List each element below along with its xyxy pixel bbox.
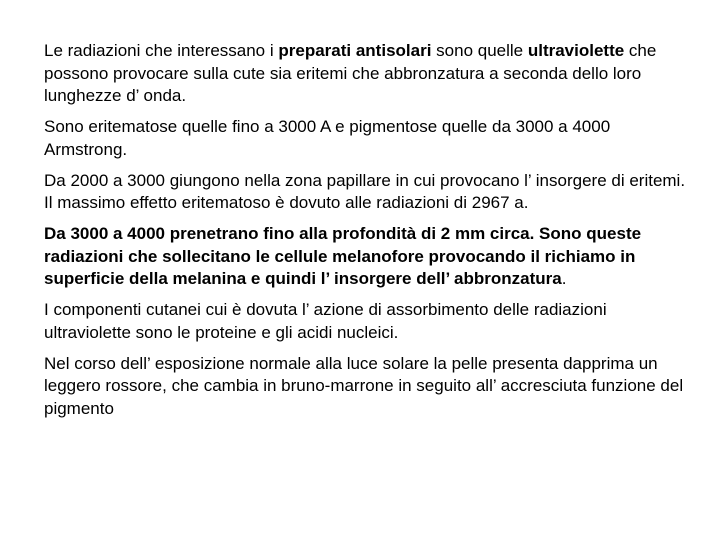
slide-text-body [44, 40, 694, 429]
paragraph-papillare: Da 2000 a 3000 giungono nella zona papillare in cui provocano l’ insorgere di eritemi. Il massimo effetto eritematoso è dovuto alle radiazioni di 2967 a. [44, 170, 686, 212]
text-run: Le radiazioni che interessano i [44, 41, 279, 60]
paragraph-uv-intro [44, 40, 694, 108]
paragraph-eritematose: Sono eritematose quelle fino a 3000 A e pigmentose quelle da 3000 a 4000 Armstrong. [44, 117, 611, 159]
bold-text-run: Da 3000 a 4000 prenetrano fino alla profondità di 2 mm circa. Sono queste radiazioni che sollecitano le cellule melanofore provocando il richiamo in superficie della melanina e quindi l’ insorgere dell’ abbronzatura [44, 224, 642, 288]
bold-term-ultraviolette: ultraviolette [527, 41, 625, 60]
paragraph-componenti-cutanei: I componenti cutanei cui è dovuta l’ azione di assorbimento delle radiazioni ultraviolette sono le proteine e gli acidi nucleici. [44, 300, 607, 342]
paragraph-esposizione: Nel corso dell’ esposizione normale alla luce solare la pelle presenta dapprima un leggero rossore, che cambia in bruno-marrone in seguito all’ accresciuta funzione del pigmento [44, 353, 684, 418]
bold-term-preparati-antisolari: preparati antisolari [278, 41, 432, 60]
paragraph-abbronzatura [44, 223, 694, 291]
text-run: che possono provocare sulla cute sia eritemi che abbronzatura a seconda dello loro lunghezze d’ onda. [44, 41, 657, 105]
text-run: . [561, 269, 567, 288]
text-run: sono quelle [431, 41, 528, 60]
